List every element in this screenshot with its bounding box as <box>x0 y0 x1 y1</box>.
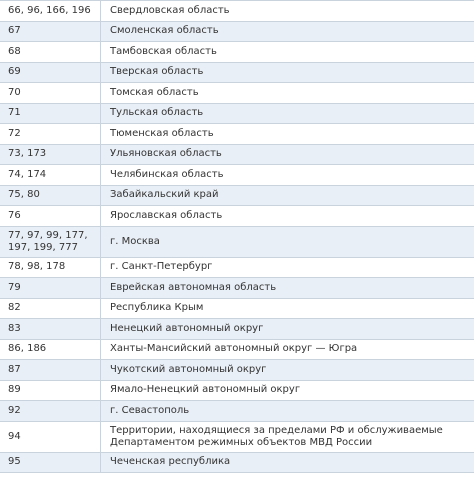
table-row <box>0 422 474 453</box>
table-row <box>0 258 474 279</box>
region-code-cell: 77, 97, 99, 177, 197, 199, 777 <box>0 227 101 257</box>
table-row <box>0 340 474 361</box>
region-name-cell: Челябинская область <box>110 168 224 180</box>
table-row <box>0 63 474 84</box>
table-row <box>0 227 474 258</box>
region-name-cell: Республика Крым <box>110 302 204 314</box>
table-row <box>0 83 474 104</box>
region-code-cell: 66, 96, 166, 196 <box>0 1 101 21</box>
region-name-cell: Смоленская область <box>110 25 219 37</box>
region-code-cell: 70 <box>0 83 101 103</box>
region-name-cell: Ульяновская область <box>110 148 222 160</box>
region-code-cell: 76 <box>0 206 101 226</box>
region-name-cell: Территории, находящиеся за пределами РФ и обслуживаемые Департаментом режимных объектов МВД России <box>110 424 443 448</box>
region-code-cell: 83 <box>0 319 101 339</box>
region-name-cell: Томская область <box>110 86 199 98</box>
table-row <box>0 1 474 22</box>
table-row <box>0 278 474 299</box>
region-code-cell: 94 <box>0 422 101 452</box>
table-row <box>0 401 474 422</box>
region-code-cell: 69 <box>0 63 101 83</box>
table-row <box>0 124 474 145</box>
table-row <box>0 42 474 63</box>
region-name-cell: Ханты-Мансийский автономный округ — Югра <box>110 343 358 355</box>
table-row <box>0 165 474 186</box>
region-code-cell: 71 <box>0 104 101 124</box>
region-name-cell: Тюменская область <box>110 127 214 139</box>
region-code-cell: 72 <box>0 124 101 144</box>
table-row <box>0 319 474 340</box>
table-row <box>0 206 474 227</box>
region-code-cell: 87 <box>0 360 101 380</box>
region-name-cell: Забайкальский край <box>110 189 219 201</box>
region-code-cell: 92 <box>0 401 101 421</box>
region-code-cell: 67 <box>0 22 101 42</box>
table-row <box>0 186 474 207</box>
region-name-cell: г. Санкт-Петербург <box>110 261 213 273</box>
table-row <box>0 453 474 474</box>
table-row <box>0 299 474 320</box>
region-code-cell: 75, 80 <box>0 186 101 206</box>
region-code-cell: 78, 98, 178 <box>0 258 101 278</box>
region-code-cell: 73, 173 <box>0 145 101 165</box>
region-code-cell: 74, 174 <box>0 165 101 185</box>
region-name-cell: Тульская область <box>110 107 204 119</box>
table-row <box>0 360 474 381</box>
table-row <box>0 22 474 43</box>
region-code-cell: 82 <box>0 299 101 319</box>
region-code-cell: 89 <box>0 381 101 401</box>
region-code-cell: 95 <box>0 453 101 473</box>
region-name-cell: Чукотский автономный округ <box>110 363 267 375</box>
region-code-cell: 86, 186 <box>0 340 101 360</box>
table-row <box>0 145 474 166</box>
table-row <box>0 104 474 125</box>
region-name-cell: Чеченская республика <box>110 456 231 468</box>
region-name-cell: г. Севастополь <box>110 404 190 416</box>
region-name-cell: Ямало-Ненецкий автономный округ <box>110 384 301 396</box>
region-name-cell: Тамбовская область <box>110 45 217 57</box>
region-name-cell: Тверская область <box>110 66 204 78</box>
table-row <box>0 381 474 402</box>
region-name-cell: Свердловская область <box>110 4 230 16</box>
region-name-cell: Ярославская область <box>110 209 223 221</box>
region-name-cell: Ненецкий автономный округ <box>110 322 264 334</box>
region-code-cell: 79 <box>0 278 101 298</box>
region-name-cell: г. Москва <box>110 235 160 247</box>
region-name-cell: Еврейская автономная область <box>110 281 277 293</box>
region-code-cell: 68 <box>0 42 101 62</box>
